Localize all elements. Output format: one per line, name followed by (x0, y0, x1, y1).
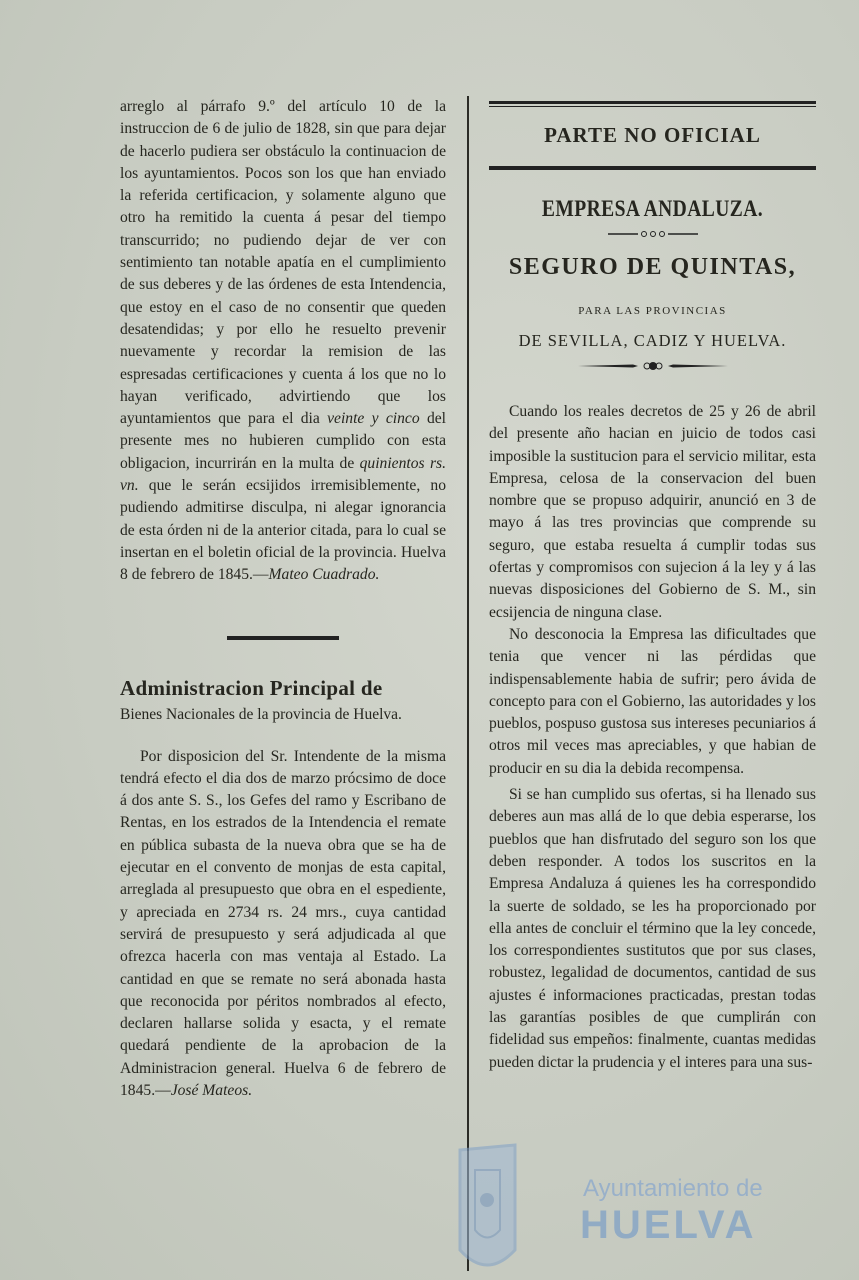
left-paragraph-2: Por disposicion del Sr. Intendente de la misma tendrá efecto el dia dos de marzo prócsimo de doce á dos ante S. S., los Gefes del ramo y Escribano de Rentas, en los estrados de la Intendencia el remate en pública subasta de la nueva obra que se ha de ejecutar en el convento de monjas de esta capital, arreglada al presupuesto que obra en el espediente, y apreciada en 2734 rs. 24 mrs., cuya cantidad servirá de presupuesto y será adjudicada al que ofrezca hacerla con mas ventaja al Estado. La cantidad en que se remate no será abonada hasta que reconocida por péritos nombrados al efecto, declaren hallarse solida y esacta, y el remate quedará pendiente de la aprobacion de la Administracion general. Huelva 6 de febrero de 1845.—José Mateos. (120, 747, 446, 1099)
top-rule (489, 101, 816, 104)
column-divider (467, 96, 469, 1271)
seguro-heading: SEGURO DE QUINTAS, (508, 254, 797, 280)
right-paragraph-2: No desconocia la Empresa las dificultades que tenia que vencer ni las pérdidas que indispensablemente habia de sufrir; pero ávida de concepto para con el Gobierno, las autoridades y los pueblos, pospuso gustosa sus intereses pecuniarios á otros mil veces mas apreciables, y que habian de producir en su dia la debida recompensa. (489, 625, 816, 777)
para-las-provincias: PARA LAS PROVINCIAS (578, 305, 727, 317)
watermark-line1: Ayuntamiento de (583, 1175, 763, 1202)
top-rule-thin (489, 106, 816, 107)
watermark-line2: HUELVA (580, 1203, 757, 1247)
right-column (489, 96, 816, 1074)
ornament-small-icon (608, 230, 698, 238)
right-paragraph-3: Si se han cumplido sus ofertas, si ha llenado sus deberes aun mas allá de lo que debia esperarse, los pueblos que han disfrutado del seguro son los que deben responder. A todos los suscritos en la Empresa Andaluza á quienes les ha correspondido la suerte de soldado, se les ha proporcionado por ella antes de concluir el término que la ley concede, los correspondientes sustitutos que por sus clases, robustez, legalidad de documentos, cantidad de sus ajustes é informaciones practicadas, prestan todas las garantías posibles de que cumplirán con fidelidad sus empeños: finalmente, cuantas medidas pueden dictar la prudencia y el interes para una sus- (489, 786, 816, 1071)
section-divider (227, 636, 339, 640)
signature-mateo-cuadrado: Mateo Cuadrado. (268, 566, 380, 584)
administracion-heading: Administracion Principal de (120, 675, 383, 700)
left-column (120, 96, 446, 1102)
parte-no-oficial-heading: PARTE NO OFICIAL (544, 123, 761, 147)
left-paragraph-1: arreglo al párrafo 9.º del artículo 10 de la instruccion de 6 de julio de 1828, sin que para dejar de hacerlo pudiera ser obstáculo la continuacion de los ayuntamientos. Pocos son los que han enviado la referida certificacion, y solamente alguno que otro ha remitido la cuenta á pesar del tiempo transcurrido; no pudiendo dejar de ver con sentimiento tan notable apatía en el cumplimiento de sus deberes y de las órdenes de esta Intendencia, que estoy en el caso de no consentir que queden desatendidas; y por ello he resuelto prevenir nuevamente y recordar la remision de las espresadas certificaciones y cuenta á los que no lo hayan verificado, advirtiendo que los ayuntamientos que para el dia veinte y cinco del presente mes no hubieren cumplido con esta obligacion, incurrirán en la multa de quinientos rs. vn. que le serán ecsijidos irremisiblemente, no pudiendo admitirse disculpa, ni alegar ignorancia de esta órden ni de la anterior citada, para lo cual se insertan en el boletin oficial de la provincia. Huelva 8 de febrero de 1845.—Mateo Cuadrado. (120, 98, 446, 584)
ornament-large-icon (578, 361, 728, 371)
provincias-heading: DE SEVILLA, CADIZ Y HUELVA. (518, 331, 787, 350)
signature-jose-mateos: José Mateos. (170, 1081, 253, 1099)
administracion-subheading: Bienes Nacionales de la provincia de Huelva. (120, 705, 402, 723)
empresa-heading: EMPRESA ANDALUZA. (541, 196, 764, 221)
right-paragraph-1: Cuando los reales decretos de 25 y 26 de abril del presente año hacian en juicio de todos casi imposible la sustitucion para el servicio militar, esta Empresa, celosa de la conservacion del buen nombre que se propuso adquirir, anunció en 3 de mayo á las tres provincias que comprende su seguro, que estaba resuelta á cumplir todas sus ofertas y compromisos con sujecion á la ley y á las nuevas disposiciones del Gobierno de S. M., sin ecsijencia de ninguna clase. (489, 403, 816, 621)
mid-rule (489, 167, 816, 170)
